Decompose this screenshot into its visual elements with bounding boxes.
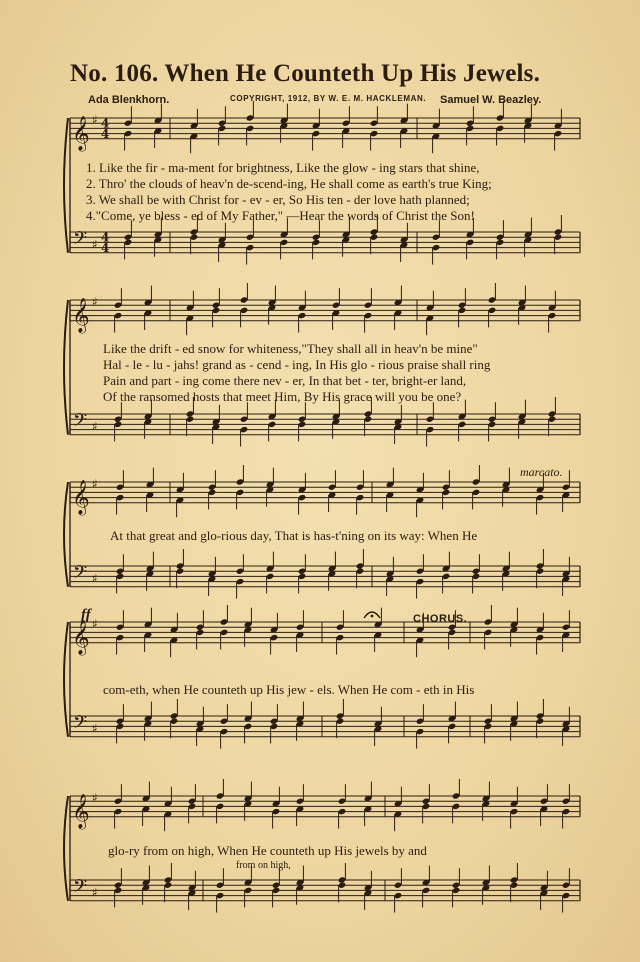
treble-clef: 𝄞 — [72, 297, 90, 333]
treble-clef: 𝄞 — [72, 619, 90, 655]
time-signature-top: 4 — [101, 230, 110, 245]
key-signature-sharp: ♯ — [92, 721, 98, 736]
bass-clef: 𝄢 — [73, 876, 88, 902]
verse-1-line-1: 1. Like the fir - ma-ment for brightness, Like the glow - ing stars that shine, — [86, 160, 480, 175]
system-brace — [64, 482, 68, 587]
composer-credit: Samuel W. Beazley. — [440, 94, 542, 106]
treble-clef: 𝄞 — [72, 115, 90, 151]
system-brace — [64, 796, 68, 901]
key-signature-sharp: ♯ — [92, 295, 98, 310]
key-signature-sharp: ♯ — [92, 571, 98, 586]
bass-clef: 𝄢 — [73, 562, 88, 588]
key-signature-sharp: ♯ — [92, 477, 98, 492]
copyright-notice: COPYRIGHT, 1912, BY W. E. M. HACKLEMAN. — [230, 94, 427, 103]
key-signature-sharp: ♯ — [92, 885, 98, 900]
system-brace — [64, 622, 68, 737]
chorus-label: CHORUS. — [413, 613, 468, 625]
time-signature-bottom: 4 — [101, 126, 110, 141]
key-signature-sharp: ♯ — [92, 113, 98, 128]
key-signature-sharp: ♯ — [92, 237, 98, 252]
bass-clef: 𝄢 — [73, 228, 88, 254]
bass-clef: 𝄢 — [73, 712, 88, 738]
verse-4-line-2: Of the ransomed hosts that meet Him, By His grace will you be one? — [103, 389, 462, 404]
time-signature-bottom: 4 — [101, 240, 110, 255]
system-brace — [64, 300, 68, 435]
verse-2-line-2: Hal - le - lu - jahs! grand as - cend - ing, In His glo - rious praise shall ring — [103, 357, 491, 372]
chorus-lyric-1: com-eth, when He counteth up His jew - els. When He com - eth in His — [103, 682, 475, 697]
fortissimo-dynamic: ff — [81, 607, 91, 623]
fermata-dot — [371, 615, 374, 618]
system-brace — [64, 118, 68, 253]
key-signature-sharp: ♯ — [92, 617, 98, 632]
chorus-lyric-2: glo-ry from on high, When He counteth up His jewels by and — [108, 843, 427, 858]
verse-4-line-1: 4."Come, ye bless - ed of My Father," —Hear the words of Christ the Son! — [86, 208, 475, 223]
key-signature-sharp: ♯ — [92, 419, 98, 434]
marcato-marking: marcato. — [520, 465, 563, 479]
treble-clef: 𝄞 — [72, 793, 90, 829]
lyricist-credit: Ada Blenkhorn. — [88, 94, 170, 106]
key-signature-sharp: ♯ — [92, 791, 98, 806]
refrain-lyric-1: At that great and glo-rious day, That is has-t'ning on its way: When He — [110, 528, 478, 543]
treble-clef: 𝄞 — [72, 479, 90, 515]
verse-2-line-1: 2. Thro' the clouds of heav'n de-scend-ing, He shall come as earth's true King; — [86, 176, 492, 191]
chorus-echo-lyric: from on high, — [236, 860, 291, 871]
bass-clef: 𝄢 — [73, 410, 88, 436]
verse-3-line-2: Pain and part - ing come there nev - er, In that bet - ter, bright-er land, — [103, 373, 467, 388]
time-signature-top: 4 — [101, 116, 110, 131]
verse-3-line-1: 3. We shall be with Christ for - ev - er, So His ten - der love hath planned; — [86, 192, 470, 207]
hymn-title: No. 106. When He Counteth Up His Jewels. — [70, 60, 541, 87]
verse-1-line-2: Like the drift - ed snow for whiteness,"They shall all in heav'n be mine" — [103, 341, 478, 356]
